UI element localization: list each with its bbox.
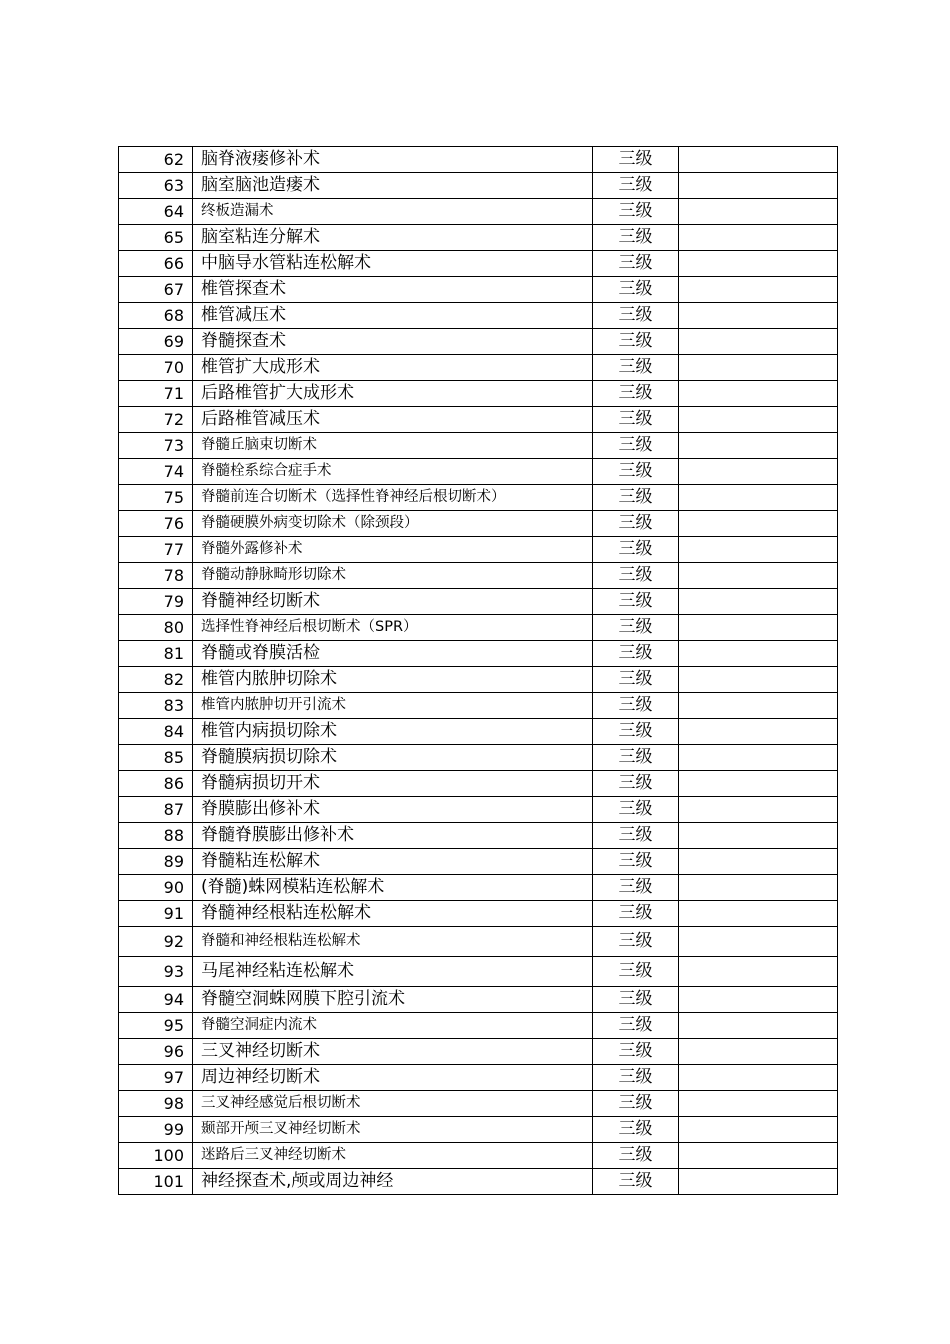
procedure-level: 三级 (593, 1039, 679, 1065)
procedure-level: 三级 (593, 199, 679, 225)
row-number: 83 (119, 693, 193, 719)
procedure-level: 三级 (593, 823, 679, 849)
procedure-level: 三级 (593, 407, 679, 433)
procedure-note (679, 875, 838, 901)
procedure-note (679, 277, 838, 303)
procedure-note (679, 771, 838, 797)
procedure-level: 三级 (593, 987, 679, 1013)
procedure-name: 脊髓神经根粘连松解术 (193, 901, 593, 927)
procedure-note (679, 1117, 838, 1143)
procedure-note (679, 823, 838, 849)
row-number: 98 (119, 1091, 193, 1117)
procedure-name: 椎管扩大成形术 (193, 355, 593, 381)
procedure-note (679, 589, 838, 615)
table-row (119, 537, 838, 563)
procedure-level: 三级 (593, 173, 679, 199)
procedure-note (679, 329, 838, 355)
table-row (119, 875, 838, 901)
procedure-note (679, 667, 838, 693)
table-row (119, 225, 838, 251)
procedure-level: 三级 (593, 1117, 679, 1143)
row-number: 88 (119, 823, 193, 849)
procedure-note (679, 303, 838, 329)
table-row (119, 1013, 838, 1039)
procedure-name: 神经探查术,颅或周边神经 (193, 1169, 593, 1195)
procedure-name: 脊髓硬膜外病变切除术（除颈段） (193, 511, 593, 537)
row-number: 95 (119, 1013, 193, 1039)
procedure-name: 椎管探查术 (193, 277, 593, 303)
table-row (119, 927, 838, 957)
procedure-note (679, 381, 838, 407)
procedure-level: 三级 (593, 589, 679, 615)
procedure-note (679, 1039, 838, 1065)
row-number: 94 (119, 987, 193, 1013)
procedure-level: 三级 (593, 927, 679, 957)
table-row (119, 459, 838, 485)
procedure-level: 三级 (593, 147, 679, 173)
row-number: 68 (119, 303, 193, 329)
row-number: 99 (119, 1117, 193, 1143)
row-number: 80 (119, 615, 193, 641)
procedure-note (679, 901, 838, 927)
procedure-level: 三级 (593, 225, 679, 251)
procedure-note (679, 1013, 838, 1039)
procedure-name: 脊髓病损切开术 (193, 771, 593, 797)
procedure-level: 三级 (593, 641, 679, 667)
table-row (119, 771, 838, 797)
procedure-name: 脊髓粘连松解术 (193, 849, 593, 875)
procedure-note (679, 719, 838, 745)
procedure-note (679, 433, 838, 459)
procedure-name: 脊髓栓系综合症手术 (193, 459, 593, 485)
table-row (119, 957, 838, 987)
procedure-table-body (119, 147, 838, 1195)
procedure-note (679, 355, 838, 381)
table-row (119, 987, 838, 1013)
row-number: 75 (119, 485, 193, 511)
procedure-note (679, 147, 838, 173)
procedure-name: 椎管内脓肿切除术 (193, 667, 593, 693)
table-row (119, 277, 838, 303)
table-row (119, 849, 838, 875)
row-number: 89 (119, 849, 193, 875)
procedure-note (679, 797, 838, 823)
table-row (119, 667, 838, 693)
row-number: 101 (119, 1169, 193, 1195)
row-number: 71 (119, 381, 193, 407)
table-row (119, 147, 838, 173)
row-number: 63 (119, 173, 193, 199)
procedure-name: 脊髓空洞蛛网膜下腔引流术 (193, 987, 593, 1013)
row-number: 84 (119, 719, 193, 745)
procedure-note (679, 537, 838, 563)
row-number: 69 (119, 329, 193, 355)
procedure-level: 三级 (593, 485, 679, 511)
procedure-name: 脊髓动静脉畸形切除术 (193, 563, 593, 589)
row-number: 74 (119, 459, 193, 485)
table-row (119, 693, 838, 719)
table-row (119, 823, 838, 849)
procedure-name: 脊髓丘脑束切断术 (193, 433, 593, 459)
procedure-name: 脊髓或脊膜活检 (193, 641, 593, 667)
procedure-level: 三级 (593, 615, 679, 641)
table-row (119, 1065, 838, 1091)
procedure-level: 三级 (593, 693, 679, 719)
procedure-note (679, 485, 838, 511)
procedure-name: 脊髓前连合切断术（选择性脊神经后根切断术） (193, 485, 593, 511)
table-row (119, 407, 838, 433)
procedure-note (679, 459, 838, 485)
procedure-level: 三级 (593, 277, 679, 303)
procedure-name: 脊髓神经切断术 (193, 589, 593, 615)
row-number: 93 (119, 957, 193, 987)
procedure-note (679, 615, 838, 641)
row-number: 90 (119, 875, 193, 901)
table-row (119, 381, 838, 407)
procedure-name: 脊髓膜病损切除术 (193, 745, 593, 771)
table-row (119, 433, 838, 459)
procedure-note (679, 745, 838, 771)
table-row (119, 745, 838, 771)
procedure-note (679, 251, 838, 277)
table-row (119, 485, 838, 511)
procedure-level: 三级 (593, 563, 679, 589)
procedure-name: 脊髓和神经根粘连松解术 (193, 927, 593, 957)
table-row (119, 719, 838, 745)
procedure-level: 三级 (593, 667, 679, 693)
procedure-note (679, 1169, 838, 1195)
row-number: 76 (119, 511, 193, 537)
table-row (119, 511, 838, 537)
procedure-level: 三级 (593, 433, 679, 459)
row-number: 64 (119, 199, 193, 225)
procedure-level: 三级 (593, 1065, 679, 1091)
table-row (119, 589, 838, 615)
procedure-note (679, 641, 838, 667)
table-row (119, 303, 838, 329)
row-number: 79 (119, 589, 193, 615)
procedure-level: 三级 (593, 355, 679, 381)
procedure-level: 三级 (593, 797, 679, 823)
procedure-note (679, 407, 838, 433)
table-row (119, 797, 838, 823)
row-number: 70 (119, 355, 193, 381)
row-number: 81 (119, 641, 193, 667)
table-row (119, 1091, 838, 1117)
procedure-level: 三级 (593, 745, 679, 771)
procedure-note (679, 693, 838, 719)
procedure-name: 后路椎管减压术 (193, 407, 593, 433)
procedure-level: 三级 (593, 1143, 679, 1169)
procedure-name: 椎管内病损切除术 (193, 719, 593, 745)
row-number: 77 (119, 537, 193, 563)
table-row (119, 173, 838, 199)
procedure-name: 脊髓空洞症内流术 (193, 1013, 593, 1039)
row-number: 87 (119, 797, 193, 823)
procedure-level: 三级 (593, 251, 679, 277)
procedure-note (679, 1091, 838, 1117)
row-number: 92 (119, 927, 193, 957)
table-row (119, 1039, 838, 1065)
procedure-note (679, 173, 838, 199)
procedure-name: 后路椎管扩大成形术 (193, 381, 593, 407)
procedure-note (679, 927, 838, 957)
procedure-level: 三级 (593, 1013, 679, 1039)
row-number: 86 (119, 771, 193, 797)
procedure-level: 三级 (593, 1091, 679, 1117)
procedure-level: 三级 (593, 537, 679, 563)
procedure-name: 脊膜膨出修补术 (193, 797, 593, 823)
procedure-name: 脑室脑池造瘘术 (193, 173, 593, 199)
procedure-name: 三叉神经切断术 (193, 1039, 593, 1065)
procedure-note (679, 987, 838, 1013)
procedure-note (679, 1143, 838, 1169)
table-row (119, 1143, 838, 1169)
procedure-name: 马尾神经粘连松解术 (193, 957, 593, 987)
table-row (119, 355, 838, 381)
row-number: 100 (119, 1143, 193, 1169)
table-row (119, 563, 838, 589)
procedure-name: 颞部开颅三叉神经切断术 (193, 1117, 593, 1143)
row-number: 65 (119, 225, 193, 251)
procedure-name: 迷路后三叉神经切断术 (193, 1143, 593, 1169)
procedure-note (679, 1065, 838, 1091)
row-number: 73 (119, 433, 193, 459)
procedure-level: 三级 (593, 875, 679, 901)
table-row (119, 199, 838, 225)
procedure-level: 三级 (593, 771, 679, 797)
procedure-name: 三叉神经感觉后根切断术 (193, 1091, 593, 1117)
procedure-level: 三级 (593, 901, 679, 927)
row-number: 67 (119, 277, 193, 303)
procedure-level: 三级 (593, 329, 679, 355)
procedure-note (679, 563, 838, 589)
procedure-name: 脑脊液瘘修补术 (193, 147, 593, 173)
procedure-name: (脊髓)蛛网模粘连松解术 (193, 875, 593, 901)
procedure-name: 终板造漏术 (193, 199, 593, 225)
table-row (119, 1117, 838, 1143)
procedure-name: 椎管减压术 (193, 303, 593, 329)
procedure-name: 中脑导水管粘连松解术 (193, 251, 593, 277)
procedure-level: 三级 (593, 719, 679, 745)
row-number: 72 (119, 407, 193, 433)
row-number: 66 (119, 251, 193, 277)
procedure-name: 脊髓探查术 (193, 329, 593, 355)
table-row (119, 1169, 838, 1195)
procedure-name: 周边神经切断术 (193, 1065, 593, 1091)
procedure-note (679, 199, 838, 225)
procedure-level: 三级 (593, 1169, 679, 1195)
table-row (119, 901, 838, 927)
procedure-note (679, 511, 838, 537)
table-row (119, 251, 838, 277)
procedure-level: 三级 (593, 957, 679, 987)
procedure-level: 三级 (593, 849, 679, 875)
procedure-note (679, 957, 838, 987)
table-row (119, 615, 838, 641)
procedure-level: 三级 (593, 459, 679, 485)
procedure-name: 椎管内脓肿切开引流术 (193, 693, 593, 719)
procedure-name: 脑室粘连分解术 (193, 225, 593, 251)
table-row (119, 641, 838, 667)
row-number: 91 (119, 901, 193, 927)
procedure-level: 三级 (593, 511, 679, 537)
row-number: 78 (119, 563, 193, 589)
procedure-level: 三级 (593, 303, 679, 329)
row-number: 96 (119, 1039, 193, 1065)
procedure-table (118, 146, 838, 1195)
procedure-note (679, 849, 838, 875)
procedure-name: 脊髓脊膜膨出修补术 (193, 823, 593, 849)
row-number: 97 (119, 1065, 193, 1091)
procedure-note (679, 225, 838, 251)
procedure-name: 脊髓外露修补术 (193, 537, 593, 563)
table-row (119, 329, 838, 355)
procedure-level: 三级 (593, 381, 679, 407)
row-number: 85 (119, 745, 193, 771)
row-number: 82 (119, 667, 193, 693)
procedure-name: 选择性脊神经后根切断术（SPR） (193, 615, 593, 641)
row-number: 62 (119, 147, 193, 173)
